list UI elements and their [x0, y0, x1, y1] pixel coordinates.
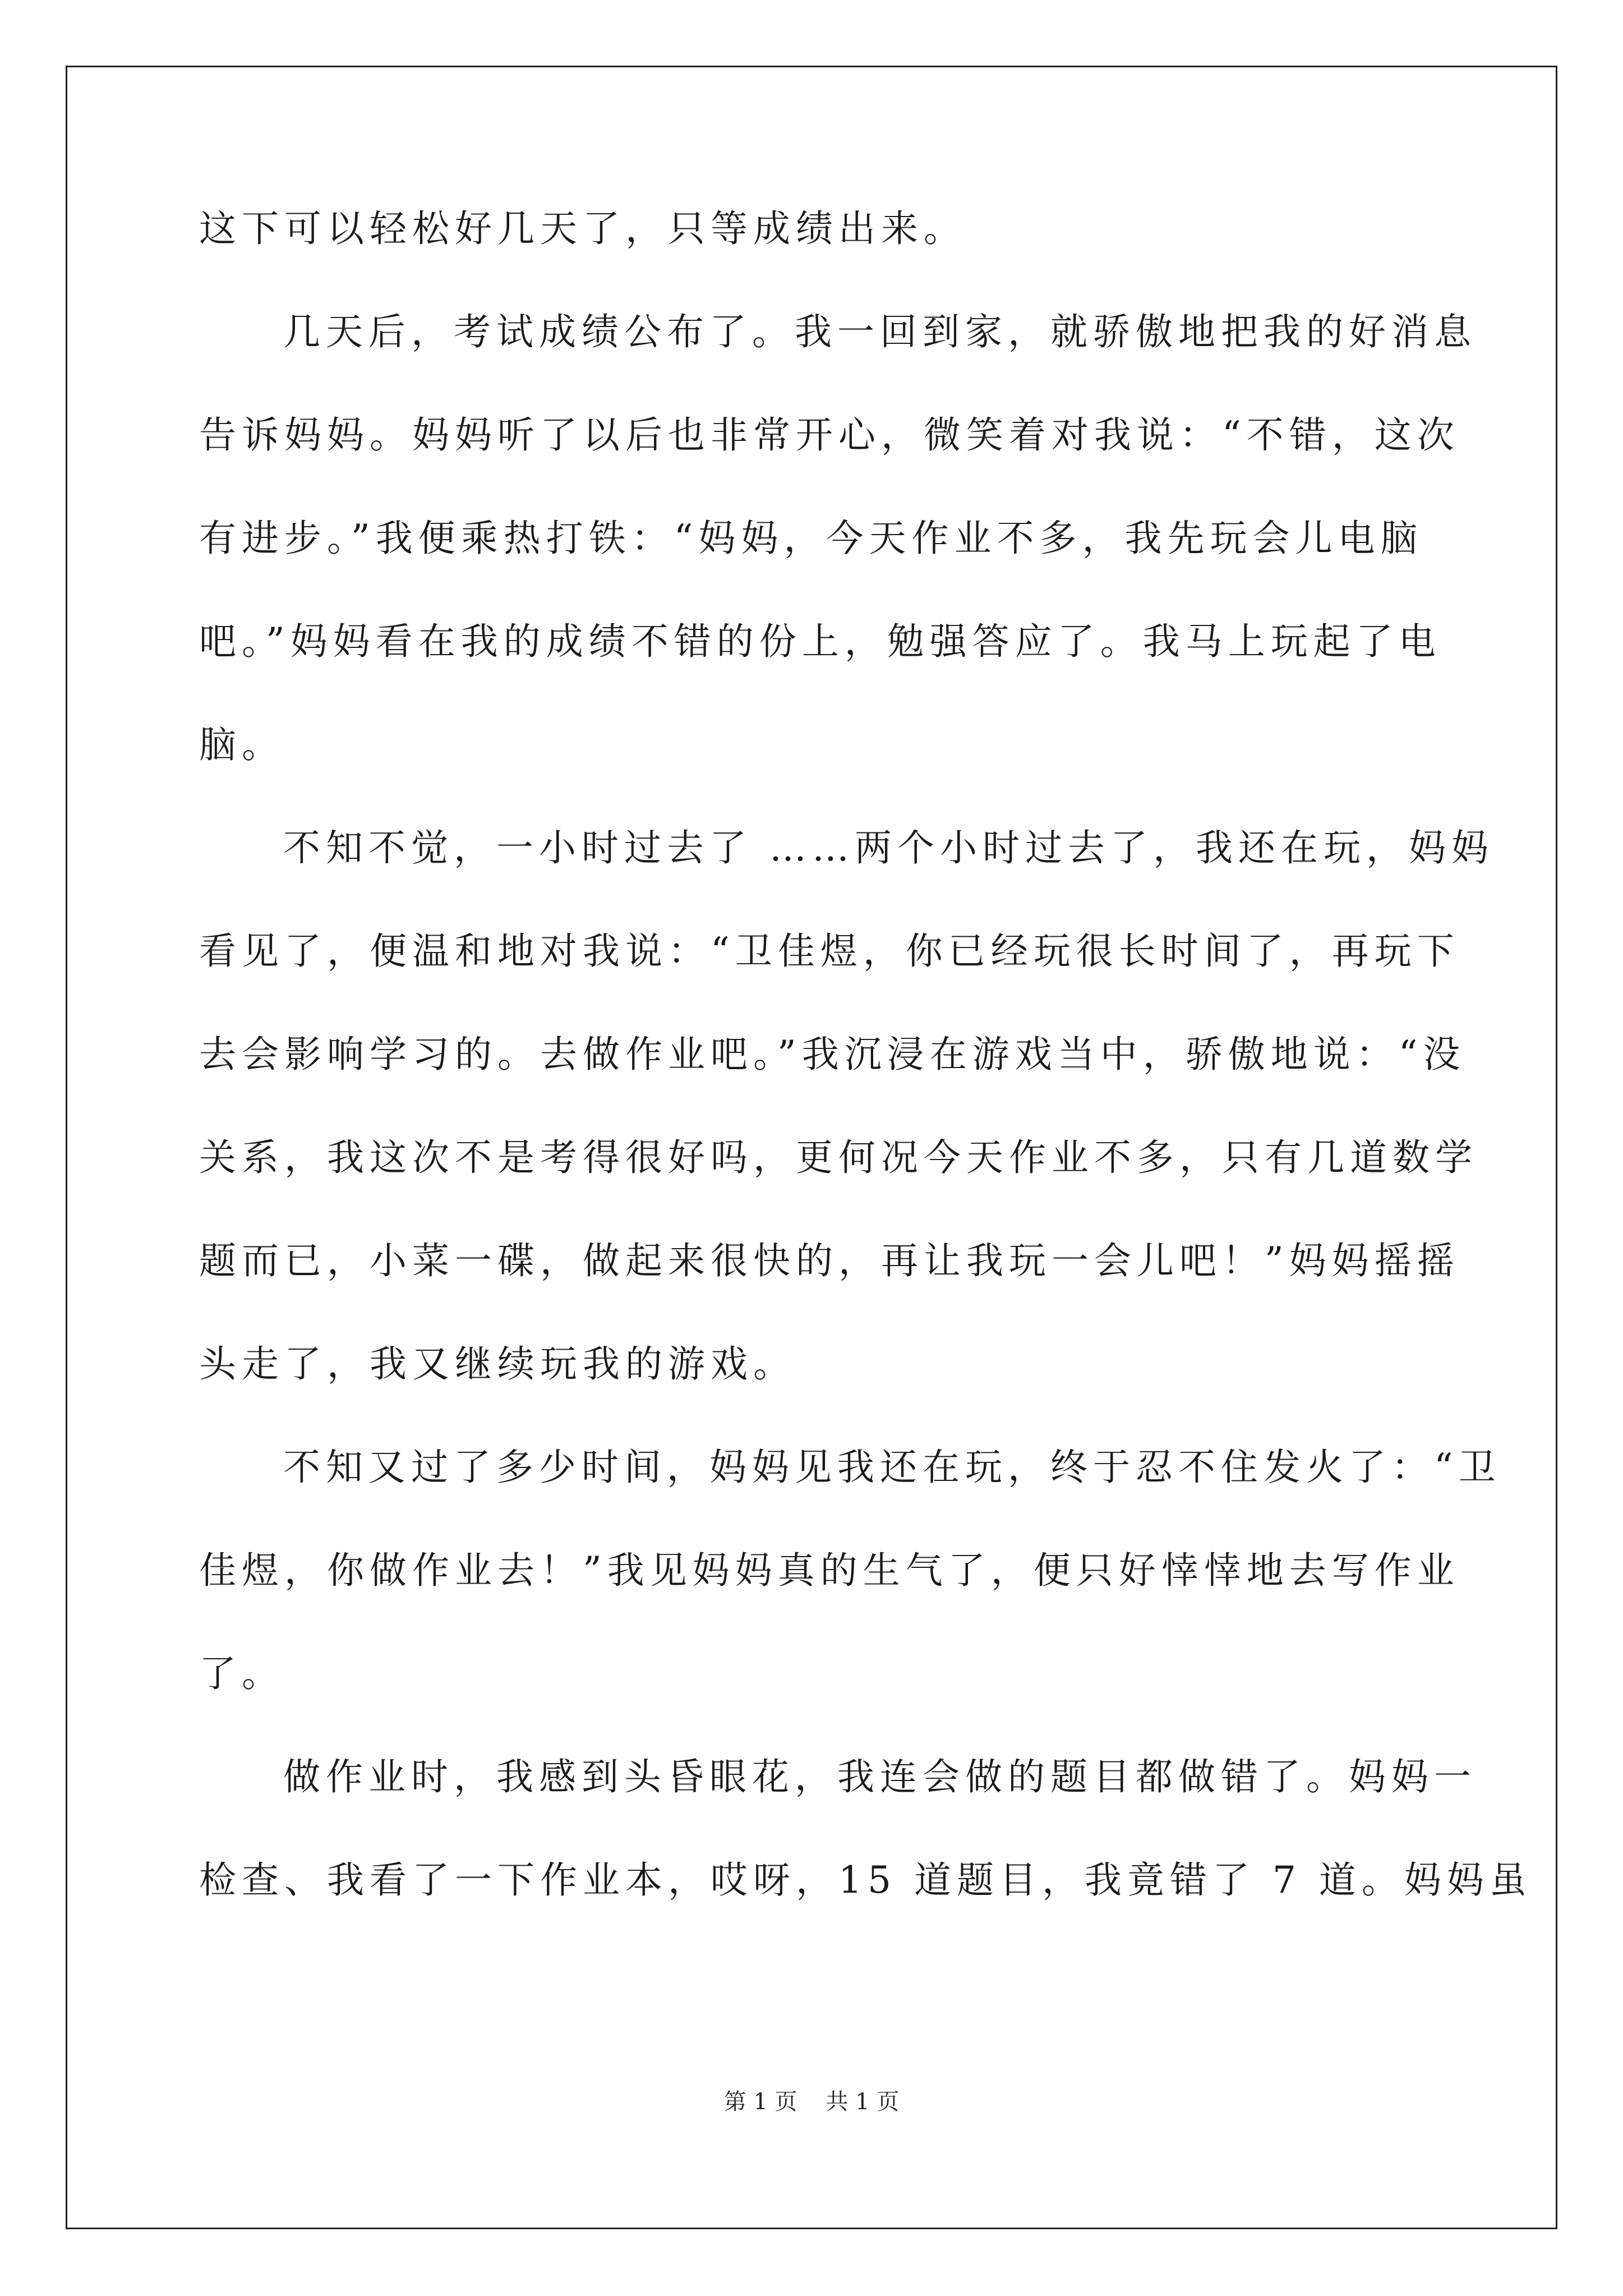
text-line: 有进步。”我便乘热打铁：“妈妈，今天作业不多，我先玩会儿电脑: [199, 517, 1423, 560]
text-line: 看见了，便温和地对我说：“卫佳煜，你已经玩很长时间了，再玩下: [199, 930, 1460, 973]
text-line: 几天后，考试成绩公布了。我一回到家，就骄傲地把我的好消息: [283, 310, 1477, 353]
text-line: 检查、我看了一下作业本，哎呀，15 道题目，我竟错了 7 道。妈妈虽: [199, 1858, 1532, 1902]
text-line: 题而已，小菜一碟，做起来很快的，再让我玩一会儿吧！”妈妈摇摇: [199, 1239, 1460, 1282]
page-footer: [0, 2085, 1623, 2119]
page-number: 第 1 页: [723, 2089, 797, 2115]
text-line: 去会影响学习的。去做作业吧。”我沉浸在游戏当中，骄傲地说：“没: [199, 1033, 1466, 1076]
text-line: 不知不觉，一小时过去了 ……两个小时过去了，我还在玩，妈妈: [283, 826, 1494, 869]
text-line: 吧。”妈妈看在我的成绩不错的份上，勉强答应了。我马上玩起了电: [199, 620, 1441, 663]
text-line: 不知又过了多少时间，妈妈见我还在玩，终于忍不住发火了：“卫: [283, 1446, 1501, 1489]
text-line: 头走了，我又继续玩我的游戏。: [199, 1342, 796, 1386]
text-line: 这下可以轻松好几天了，只等成绩出来。: [199, 207, 966, 250]
text-line: 做作业时，我感到头昏眼花，我连会做的题目都做错了。妈妈一: [283, 1755, 1477, 1798]
text-line: 脑。: [199, 723, 284, 766]
text-line: 告诉妈妈。妈妈听了以后也非常开心，微笑着对我说：“不错，这次: [199, 413, 1460, 457]
text-line: 了。: [199, 1652, 284, 1695]
text-line: 佳煜，你做作业去！”我见妈妈真的生气了，便只好悻悻地去写作业: [199, 1549, 1460, 1592]
page-total: 共 1 页: [826, 2089, 900, 2115]
text-line: 关系，我这次不是考得很好吗，更何况今天作业不多，只有几道数学: [199, 1136, 1478, 1179]
